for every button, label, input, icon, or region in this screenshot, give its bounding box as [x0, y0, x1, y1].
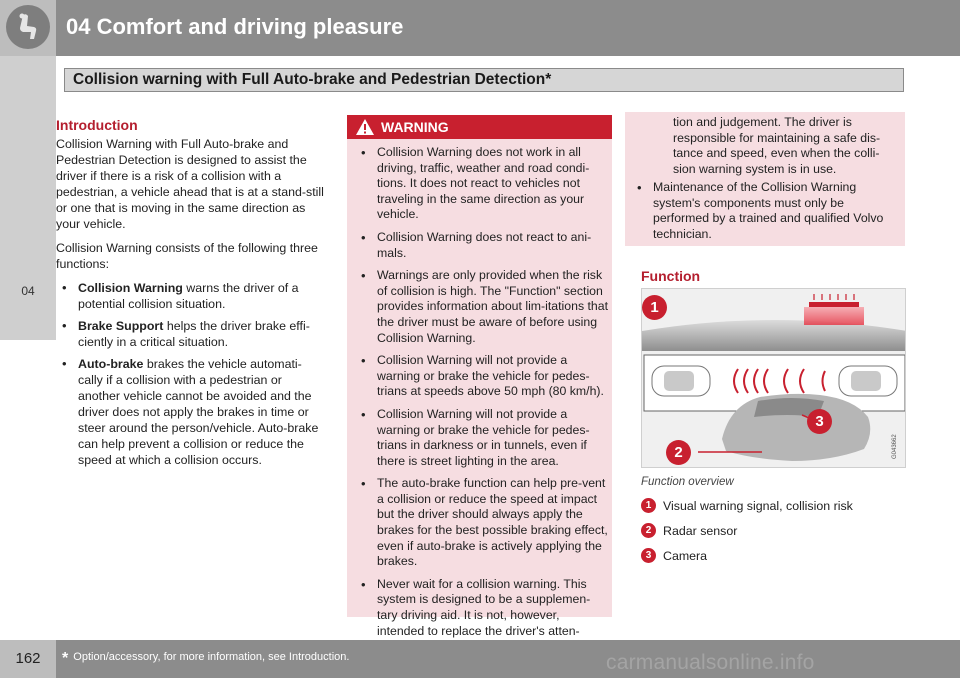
legend-text: Radar sensor	[663, 523, 738, 538]
figure-legend	[641, 493, 906, 568]
legend-text: Visual warning signal, collision risk	[663, 498, 853, 513]
function-heading: Function	[641, 268, 701, 284]
section-bar	[56, 56, 960, 102]
warning-box-continued	[625, 112, 905, 246]
page-number-tab	[0, 640, 56, 678]
chapter-title: 04 Comfort and driving pleasure	[66, 14, 404, 39]
list-item: • Maintenance of the Collision Warning system's components must only be performed by a trained and qualified Volvo technician.	[631, 180, 899, 242]
side-chapter-number: 04	[21, 284, 35, 298]
section-title: Collision warning with Full Auto-brake and Pedestrian Detection*	[64, 68, 904, 92]
callout-3-badge: 3	[807, 409, 832, 434]
list-item: • Collision Warning will not provide a warning or brake the vehicle for pedes-trians in darkness or in tunnels, even if there is street lighting in the area.	[355, 407, 609, 469]
image-code: G043662	[892, 434, 898, 459]
warning-list	[355, 145, 609, 646]
seat-icon	[6, 5, 50, 49]
footnote-text: Option/accessory, for more information, see Introduction.	[73, 651, 350, 663]
page-footer	[0, 640, 960, 678]
function-list	[56, 280, 324, 468]
callout-2-badge: 2	[666, 440, 691, 465]
legend-item	[641, 493, 906, 518]
list-item: • Collision Warning will not provide a warning or brake the vehicle for pedes-trians at speeds above 50 mph (80 km/h).	[355, 353, 609, 400]
legend-item	[641, 518, 906, 543]
legend-badge: 1	[641, 498, 656, 513]
legend-badge: 2	[641, 523, 656, 538]
function-heading-wrap	[641, 268, 906, 287]
callout-1-badge: 1	[642, 295, 667, 320]
page-number: 162	[15, 650, 41, 667]
footnote-mark: *	[62, 650, 69, 667]
figure-caption: Function overview	[641, 476, 734, 488]
list-item: • Brake Support helps the driver brake effi-ciently in a critical situation.	[56, 318, 324, 350]
list-item: • The auto-brake function can help pre-vent a collision or reduce the speed at impact but the driver should always apply the brakes for the best possible braking effect, even if auto-brake is actively applying the brakes.	[355, 476, 609, 570]
warning-title: WARNING	[381, 119, 449, 135]
intro-paragraph-2: Collision Warning consists of the following three functions:	[56, 241, 318, 271]
warning-box	[347, 115, 612, 638]
list-item: • Collision Warning warns the driver of a potential collision situation.	[56, 280, 324, 312]
list-item: • Never wait for a collision warning. This system is designed to be a supplemen-tary driving aid. It is not, however, intended to replace the driver's atten-	[355, 577, 609, 639]
warning-list-continued	[631, 180, 899, 248]
warning-triangle-icon	[355, 118, 375, 139]
warning-continuation: tion and judgement. The driver is responsible for maintaining a safe dis-tance and speed, even when the colli-sion warning system is in use.	[673, 115, 881, 176]
chapter-header	[0, 0, 960, 56]
legend-item	[641, 543, 906, 568]
chapter-tab	[0, 0, 56, 56]
list-item: • Auto-brake brakes the vehicle automati-cally if a collision with a pedestrian or another vehicle cannot be avoided and the driver does not apply the brakes in time or steer around the person/vehicle. Auto-brake can help prevent a collision or reduce the speed at which a collision occurs.	[56, 356, 324, 468]
legend-badge: 3	[641, 548, 656, 563]
list-item: • Warnings are only provided when the risk of collision is high. The "Function" section provides information about lim-itations that the driver must be aware of before using Collision Warning.	[355, 268, 609, 346]
intro-column	[56, 117, 324, 474]
warning-header	[347, 115, 612, 139]
list-item: • Collision Warning does not work in all driving, traffic, weather and road condi-tions. It does not react to vehicles not traveling in the same direction as your vehicle.	[355, 145, 609, 223]
legend-text: Camera	[663, 548, 708, 563]
intro-paragraph-1: Collision Warning with Full Auto-brake and Pedestrian Detection is designed to assist the driver if there is a risk of a collision with a pedestrian, a vehicle ahead that is at a stand-still or one that is moving in the same direction as your vehicle.	[56, 137, 324, 231]
watermark: carmanualsonline.info	[606, 651, 815, 674]
footnote	[62, 650, 349, 668]
function-overview-illustration	[641, 288, 906, 468]
intro-heading: Introduction	[56, 117, 138, 133]
list-item: • Collision Warning does not react to ani-mals.	[355, 230, 609, 261]
